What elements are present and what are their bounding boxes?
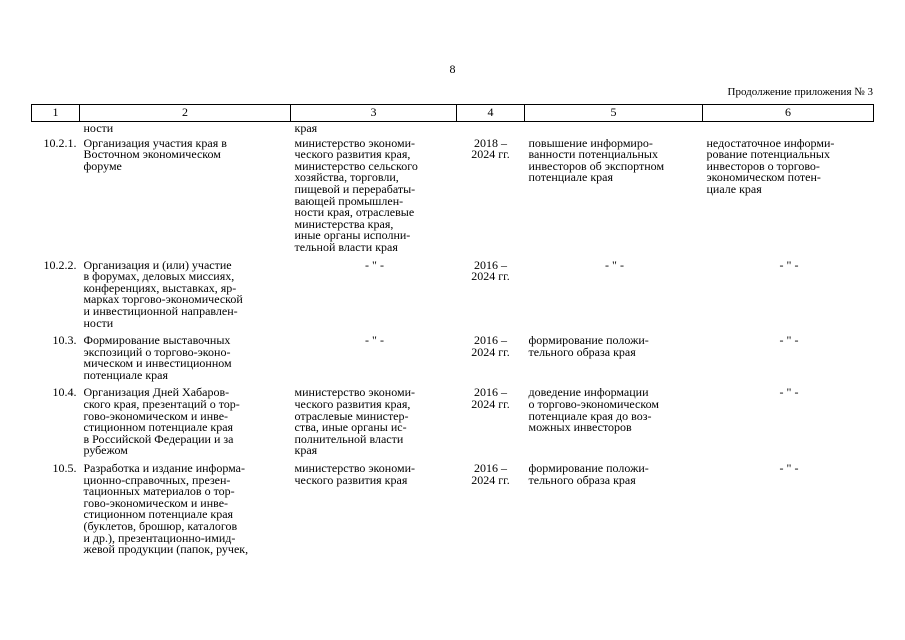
expected-result: формирование положи- тельного образа края <box>528 461 649 487</box>
period: 2018 – 2024 гг. <box>471 135 510 162</box>
table-row <box>32 463 874 562</box>
expected-result: повышение информиро- ванности потенциальных инвесторов об экспортном потенциале края <box>528 135 665 185</box>
executor: министерство экономи- ческого развития края, отраслевые министер- ства, иные органы ис- полнительной власти края <box>294 385 415 458</box>
page-number: 8 <box>449 62 456 76</box>
table-row <box>32 138 874 260</box>
measure-name: Разработка и издание информа- ционно-справочных, презен- тационных материалов о тор- гово-экономическом и инве- стиционном потенциале края (буклетов, брошюр, каталогов и др.), презентационно-имид- жевой продукции (папок, ручек, <box>83 461 249 557</box>
column-header: 6 <box>703 105 874 122</box>
header-row <box>32 105 874 122</box>
period: 2016 – 2024 гг. <box>471 333 510 359</box>
period: 2016 – 2024 гг. <box>471 257 510 284</box>
period: 2016 – 2024 гг. <box>471 385 510 412</box>
measure-name: ности <box>83 121 114 135</box>
column-header: 4 <box>457 105 525 122</box>
column-header: 5 <box>525 105 703 122</box>
table-row <box>32 335 874 387</box>
table-row <box>32 387 874 463</box>
risk: - " - <box>779 385 799 400</box>
risk: - " - <box>779 333 799 348</box>
row-number: 10.4. <box>52 385 77 400</box>
risk: - " - <box>779 461 799 476</box>
column-header: 2 <box>80 105 291 122</box>
row-number: 10.2.2. <box>43 257 77 272</box>
measure-name: Организация Дней Хабаров- ского края, презентаций о тор- гово-экономическом и инве- стиционном потенциале края в Российской Федерации и за рубежом <box>83 385 240 458</box>
risk: - " - <box>779 257 799 272</box>
expected-result: формирование положи- тельного образа края <box>528 333 649 359</box>
expected-result: - " - <box>605 257 624 272</box>
executor: - " - <box>365 257 384 272</box>
executor: края <box>294 121 318 135</box>
period: 2016 – 2024 гг. <box>471 461 510 487</box>
row-number: 10.3. <box>52 333 77 348</box>
measure-name: Организация участия края в Восточном экономическом форуме <box>83 135 227 173</box>
table-row <box>32 260 874 336</box>
column-header: 1 <box>32 105 80 122</box>
continuation-label: Продолжение приложения № 3 <box>727 86 873 98</box>
executor: министерство экономи- ческого развития края <box>294 461 415 487</box>
executor: - " - <box>365 333 384 348</box>
measure-name: Формирование выставочных экспозиций о торгово-эконо- мическом и инвестиционном потенциале края <box>83 333 232 382</box>
measure-name: Организация и (или) участие в форумах, деловых миссиях, конференциях, выставках, яр- марках торгово-экономической и инвестиционной направлен- ности <box>83 257 243 330</box>
executor: министерство экономи- ческого развития края, министерство сельского хозяйства, торговли, пищевой и перерабаты- вающей промышлен- ности края, отраслевые министерства края, иные органы исполни- тельной власти края <box>294 135 418 254</box>
row-number: 10.2.1. <box>43 135 77 150</box>
row-number: 10.5. <box>52 461 77 476</box>
risk: недостаточное информи- рование потенциальных инвесторов о торгово- экономическом потен- циале края <box>706 135 835 196</box>
column-header: 3 <box>291 105 457 122</box>
expected-result: доведение информации о торгово-экономическом потенциале края до воз- можных инвесторов <box>528 385 659 435</box>
program-table <box>31 104 874 562</box>
